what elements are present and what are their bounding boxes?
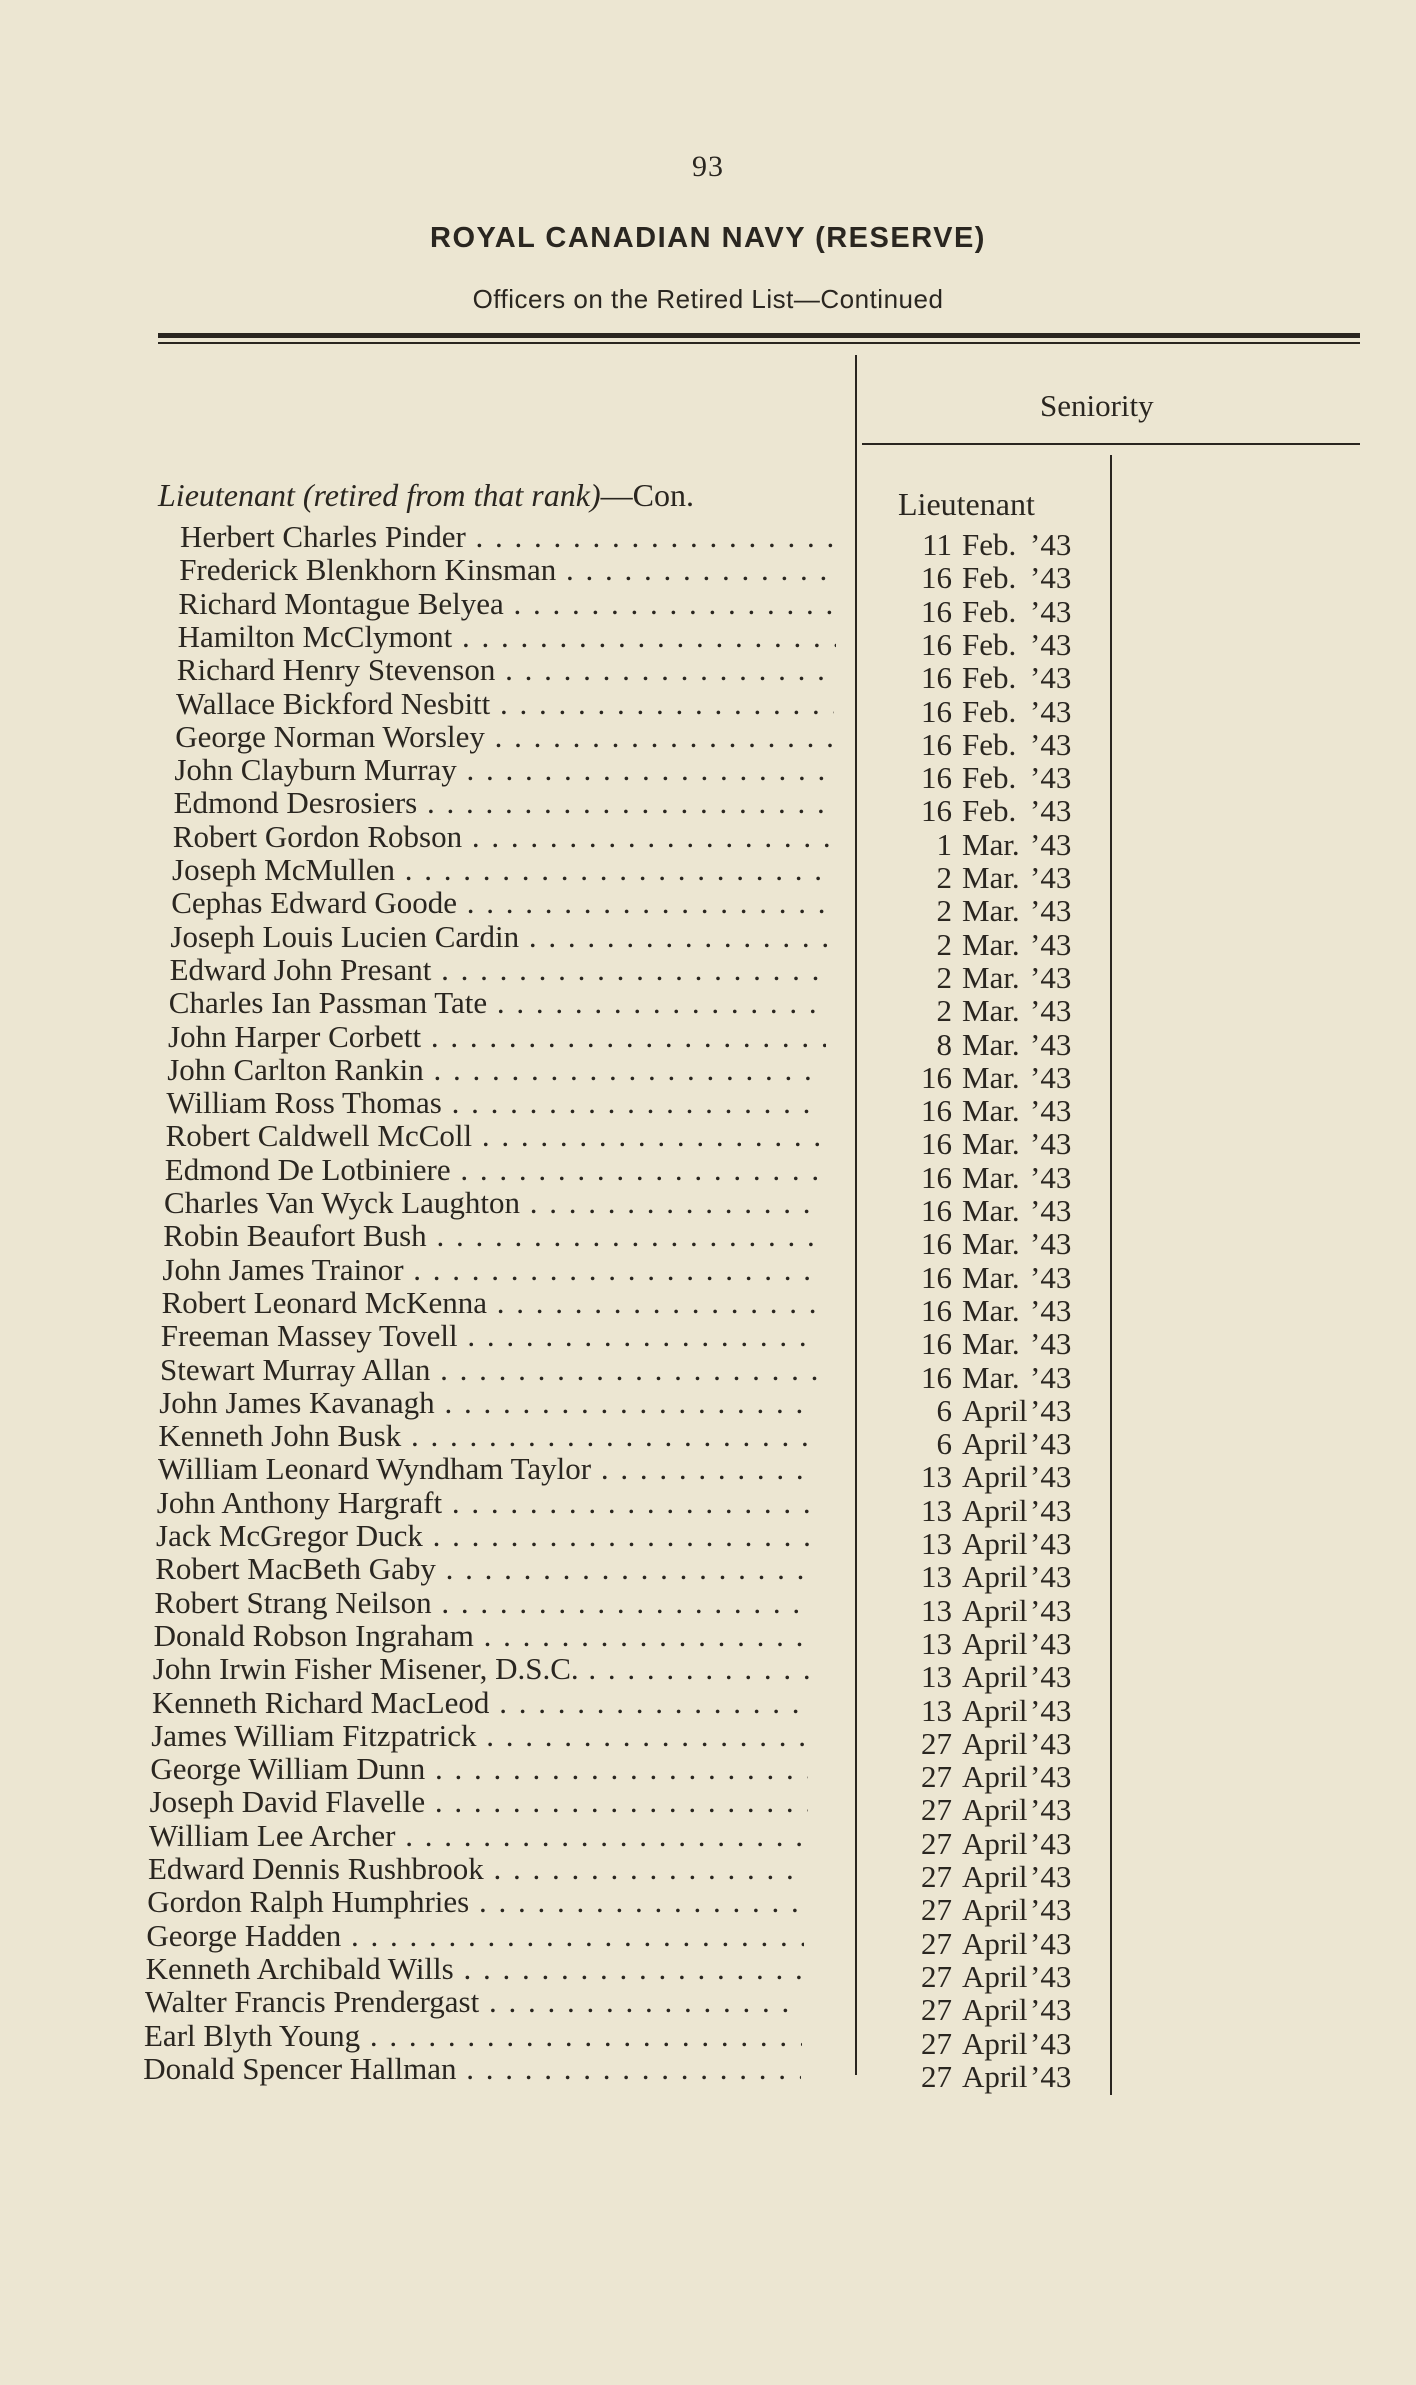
seniority-month: Feb. xyxy=(962,593,1017,629)
seniority-month: Mar. xyxy=(962,926,1020,962)
seniority-year: ’43 xyxy=(1030,1992,1072,2028)
officer-name: John Clayburn Murray . . . xyxy=(174,753,832,787)
officer-row xyxy=(0,1752,1416,1795)
seniority-year: ’43 xyxy=(1030,1492,1072,1528)
seniority-day: 16 xyxy=(921,626,952,662)
seniority-day: 27 xyxy=(921,2025,952,2061)
seniority-day: 16 xyxy=(921,1259,952,1295)
officer-row xyxy=(0,986,1416,1029)
seniority-year: ’43 xyxy=(1030,1526,1072,1561)
seniority-year: ’43 xyxy=(1030,1692,1072,1728)
officer-name: John Carlton Rankin . . . xyxy=(167,1053,825,1087)
officer-name: Gordon Ralph Humphries . . . xyxy=(147,1885,805,1919)
seniority-year: ’43 xyxy=(1030,760,1072,796)
seniority-day: 16 xyxy=(921,1326,952,1362)
officer-name: Cephas Edward Goode . . . xyxy=(171,886,829,920)
seniority-month: April xyxy=(962,1559,1028,1595)
officer-name: Joseph David Flavelle . . . xyxy=(150,1785,808,1819)
officer-name: Charles Ian Passman Tate . . . xyxy=(169,986,827,1020)
seniority-day: 16 xyxy=(921,1159,952,1195)
seniority-year: ’43 xyxy=(1030,1326,1072,1362)
officer-name: William Ross Thomas . . . xyxy=(166,1086,824,1120)
seniority-day: 2 xyxy=(936,860,952,895)
seniority-day: 13 xyxy=(921,1659,952,1695)
section-heading-rank: Lieutenant (retired from that rank) xyxy=(158,477,601,513)
officer-row xyxy=(0,1485,1416,1528)
seniority-year: ’43 xyxy=(1030,1958,1072,1994)
page-subtitle: Officers on the Retired List—Continued xyxy=(472,284,944,314)
officer-row xyxy=(0,919,1416,962)
seniority-day: 27 xyxy=(921,1792,952,1828)
officer-name: Richard Henry Stevenson . . . xyxy=(177,653,835,687)
seniority-month: April xyxy=(962,1792,1028,1828)
officer-row xyxy=(0,1319,1416,1362)
officer-name: Robert Gordon Robson . . . xyxy=(173,820,831,854)
seniority-month: Mar. xyxy=(962,1292,1020,1328)
seniority-year: ’43 xyxy=(1030,593,1072,629)
seniority-day: 13 xyxy=(921,1692,952,1728)
seniority-year: ’43 xyxy=(1030,1159,1072,1195)
seniority-month: April xyxy=(962,1426,1028,1462)
seniority-year: ’43 xyxy=(1030,2025,1072,2061)
seniority-year: ’43 xyxy=(1030,560,1072,596)
officer-name: Edmond Desrosiers . . . xyxy=(174,786,832,820)
seniority-month: Mar. xyxy=(962,893,1020,929)
seniority-month: April xyxy=(962,1459,1028,1495)
seniority-month: Mar. xyxy=(962,1059,1020,1095)
officer-name: Richard Montague Belyea . . . xyxy=(178,587,836,621)
officer-row xyxy=(0,686,1416,729)
seniority-day: 8 xyxy=(936,1026,952,1062)
officer-name: Robin Beaufort Bush . . . xyxy=(163,1219,821,1253)
seniority-year: ’43 xyxy=(1030,1292,1072,1328)
seniority-day: 16 xyxy=(921,560,952,596)
seniority-day: 27 xyxy=(921,1992,952,2028)
officer-name: Stewart Murray Allan . . . xyxy=(160,1353,818,1387)
seniority-day: 13 xyxy=(921,1592,952,1628)
officer-row xyxy=(0,619,1416,662)
seniority-day: 16 xyxy=(921,1193,952,1228)
seniority-day: 16 xyxy=(921,1093,952,1129)
seniority-day: 27 xyxy=(921,1859,952,1894)
officer-row xyxy=(0,653,1416,696)
seniority-month: Mar. xyxy=(962,1226,1020,1262)
seniority-year: ’43 xyxy=(1030,1925,1072,1961)
seniority-day: 27 xyxy=(921,1759,952,1795)
officer-name: Edmond De Lotbiniere . . . xyxy=(165,1153,823,1187)
seniority-year: ’43 xyxy=(1030,693,1072,729)
officer-name: Walter Francis Prendergast . . . xyxy=(145,1985,803,2019)
officer-row xyxy=(0,1552,1416,1595)
seniority-year: ’43 xyxy=(1030,1659,1072,1695)
officer-name: Kenneth Richard MacLeod . . . xyxy=(152,1686,810,1720)
officer-name: Wallace Bickford Nesbitt . . . xyxy=(176,687,834,721)
officer-row xyxy=(0,1452,1416,1495)
seniority-day: 13 xyxy=(921,1625,952,1661)
officer-row xyxy=(0,853,1416,895)
seniority-day: 13 xyxy=(921,1492,952,1528)
officer-row xyxy=(0,1985,1416,2028)
seniority-month: Feb. xyxy=(962,527,1017,562)
officer-name: John Irwin Fisher Misener, D.S.C. . . . xyxy=(153,1652,811,1686)
seniority-day: 11 xyxy=(922,527,952,562)
seniority-month: April xyxy=(962,1958,1028,1994)
seniority-year: ’43 xyxy=(1030,626,1072,662)
officer-row xyxy=(0,819,1416,862)
seniority-year: ’43 xyxy=(1030,1825,1072,1861)
officer-name: Joseph Louis Lucien Cardin . . . xyxy=(170,920,828,954)
officer-row xyxy=(0,1385,1416,1428)
officer-name: Edward Dennis Rushbrook . . . xyxy=(148,1852,806,1886)
seniority-month: Feb. xyxy=(962,660,1017,696)
officer-name: Herbert Charles Pinder . . . xyxy=(180,520,838,554)
officer-name: Donald Spencer Hallman . . . xyxy=(143,2052,801,2086)
seniority-day: 2 xyxy=(936,993,952,1029)
officer-name: John Harper Corbett . . . xyxy=(168,1020,826,1054)
officer-name: Hamilton McClymont . . . xyxy=(178,620,836,654)
officer-row xyxy=(0,1519,1416,1561)
seniority-year: ’43 xyxy=(1030,1859,1072,1894)
officer-row xyxy=(0,886,1416,929)
officer-row xyxy=(0,1951,1416,1994)
seniority-month: April xyxy=(962,1625,1028,1661)
seniority-year: ’43 xyxy=(1030,1059,1072,1095)
seniority-year: ’43 xyxy=(1030,1759,1072,1795)
officer-row xyxy=(0,2051,1416,2094)
officer-row xyxy=(0,1352,1416,1395)
officer-row xyxy=(0,1019,1416,1062)
seniority-month: Feb. xyxy=(962,626,1017,662)
officer-name: Robert MacBeth Gaby . . . xyxy=(155,1552,813,1586)
seniority-year: ’43 xyxy=(1030,926,1072,962)
officer-row xyxy=(0,520,1416,562)
seniority-day: 27 xyxy=(921,2058,952,2094)
officer-row xyxy=(0,586,1416,629)
seniority-year: ’43 xyxy=(1030,1892,1072,1928)
seniority-year: ’43 xyxy=(1030,1359,1072,1395)
officer-row xyxy=(0,719,1416,762)
seniority-month: Mar. xyxy=(962,1359,1020,1395)
officer-row xyxy=(0,1652,1416,1695)
seniority-year: ’43 xyxy=(1030,1093,1072,1129)
seniority-month: April xyxy=(962,2025,1028,2061)
seniority-year: ’43 xyxy=(1030,1259,1072,1295)
seniority-year: ’43 xyxy=(1030,1559,1072,1595)
seniority-header-rule xyxy=(862,443,1360,445)
seniority-month: Feb. xyxy=(962,793,1017,829)
section-heading xyxy=(158,477,694,514)
seniority-day: 13 xyxy=(921,1559,952,1595)
officer-row xyxy=(0,1918,1416,1961)
officer-name: Joseph McMullen . . . xyxy=(172,853,830,887)
officer-row xyxy=(0,1818,1416,1861)
seniority-year: ’43 xyxy=(1030,893,1072,929)
seniority-year: ’43 xyxy=(1030,2058,1072,2094)
seniority-day: 16 xyxy=(921,693,952,729)
officer-name: Robert Leonard McKenna . . . xyxy=(162,1286,820,1320)
seniority-month: Mar. xyxy=(962,993,1020,1029)
officer-row xyxy=(0,1585,1416,1628)
officer-row xyxy=(0,1252,1416,1295)
seniority-month: Mar. xyxy=(962,1093,1020,1129)
officer-row xyxy=(0,786,1416,829)
officer-row xyxy=(0,1219,1416,1262)
seniority-day: 16 xyxy=(921,1359,952,1395)
officer-name: John Anthony Hargraft . . . xyxy=(157,1486,815,1520)
seniority-month: Feb. xyxy=(962,560,1017,596)
seniority-month: April xyxy=(962,1692,1028,1728)
seniority-year: ’43 xyxy=(1030,1792,1072,1828)
seniority-day: 1 xyxy=(936,826,952,862)
seniority-year: ’43 xyxy=(1030,993,1072,1029)
officer-name: George Norman Worsley . . . xyxy=(175,720,833,754)
officer-row xyxy=(0,1685,1416,1728)
officer-row xyxy=(0,1785,1416,1828)
seniority-month: April xyxy=(962,1725,1028,1761)
officer-name: John James Kavanagh . . . xyxy=(159,1386,817,1420)
seniority-day: 27 xyxy=(921,1925,952,1961)
officer-name: Robert Caldwell McColl . . . xyxy=(166,1119,824,1153)
officer-name: William Lee Archer . . . xyxy=(149,1819,807,1853)
officer-name: Kenneth John Busk . . . xyxy=(158,1419,816,1453)
seniority-month: April xyxy=(962,1992,1028,2028)
seniority-month: April xyxy=(962,1592,1028,1628)
seniority-month: April xyxy=(962,1492,1028,1528)
seniority-month: April xyxy=(962,1925,1028,1961)
officer-name: Robert Strang Neilson . . . xyxy=(154,1586,812,1620)
officer-row xyxy=(0,1152,1416,1195)
seniority-day: 16 xyxy=(921,1226,952,1262)
seniority-month: Mar. xyxy=(962,959,1020,995)
section-heading-suffix: —Con. xyxy=(600,477,694,513)
officer-row xyxy=(0,1052,1416,1095)
seniority-day: 27 xyxy=(921,1825,952,1861)
officer-row xyxy=(0,753,1416,796)
seniority-day: 2 xyxy=(936,959,952,995)
seniority-year: ’43 xyxy=(1030,826,1072,862)
officer-row xyxy=(0,1852,1416,1894)
officer-name: Edward John Presant . . . xyxy=(170,953,828,987)
seniority-month: Mar. xyxy=(962,1259,1020,1295)
seniority-year: ’43 xyxy=(1030,1392,1072,1428)
seniority-month: Mar. xyxy=(962,826,1020,862)
officer-row xyxy=(0,1718,1416,1761)
page-title: ROYAL CANADIAN NAVY (RESERVE) xyxy=(430,222,986,254)
seniority-rank-label: Lieutenant xyxy=(898,486,1035,522)
seniority-month: Feb. xyxy=(962,693,1017,729)
seniority-day: 2 xyxy=(936,926,952,962)
seniority-month: Mar. xyxy=(962,1126,1020,1162)
seniority-year: ’43 xyxy=(1030,959,1072,995)
officer-name: Donald Robson Ingraham . . . xyxy=(154,1619,812,1653)
officer-name: Freeman Massey Tovell . . . xyxy=(161,1319,819,1353)
officer-name: George William Dunn . . . xyxy=(150,1752,808,1786)
seniority-month: Mar. xyxy=(962,1326,1020,1362)
officer-row xyxy=(0,1186,1416,1228)
seniority-month: April xyxy=(962,1526,1028,1561)
seniority-year: ’43 xyxy=(1030,1193,1072,1228)
officer-row xyxy=(0,1419,1416,1462)
officer-name: George Hadden . . . xyxy=(146,1919,804,1953)
seniority-year: ’43 xyxy=(1030,1592,1072,1628)
seniority-month: April xyxy=(962,1759,1028,1795)
seniority-year: ’43 xyxy=(1030,527,1072,562)
seniority-year: ’43 xyxy=(1030,793,1072,829)
seniority-day: 2 xyxy=(936,893,952,929)
seniority-year: ’43 xyxy=(1030,1725,1072,1761)
seniority-day: 13 xyxy=(921,1459,952,1495)
officer-row xyxy=(0,1618,1416,1661)
seniority-column-header: Seniority xyxy=(1040,388,1154,423)
seniority-day: 6 xyxy=(936,1392,952,1428)
officer-row xyxy=(0,952,1416,995)
seniority-month: April xyxy=(962,1892,1028,1928)
seniority-month: Mar. xyxy=(962,1193,1020,1228)
officer-row xyxy=(0,1086,1416,1129)
seniority-year: ’43 xyxy=(1030,1026,1072,1062)
seniority-day: 27 xyxy=(921,1958,952,1994)
page-number: 93 xyxy=(692,150,724,183)
officer-name: Charles Van Wyck Laughton . . . xyxy=(164,1186,822,1220)
seniority-year: ’43 xyxy=(1030,1625,1072,1661)
seniority-day: 16 xyxy=(921,726,952,762)
seniority-day: 16 xyxy=(921,760,952,796)
seniority-year: ’43 xyxy=(1030,660,1072,696)
seniority-year: ’43 xyxy=(1030,1126,1072,1162)
seniority-year: ’43 xyxy=(1030,1226,1072,1262)
seniority-day: 16 xyxy=(921,593,952,629)
officer-row xyxy=(0,553,1416,596)
officer-name: James William Fitzpatrick . . . xyxy=(151,1719,809,1753)
officer-name: Frederick Blenkhorn Kinsman . . . xyxy=(179,553,837,587)
seniority-year: ’43 xyxy=(1030,1426,1072,1462)
seniority-month: Mar. xyxy=(962,1159,1020,1195)
officer-name: Jack McGregor Duck . . . xyxy=(156,1519,814,1553)
officer-name: John James Trainor . . . xyxy=(162,1253,820,1287)
seniority-month: Feb. xyxy=(962,726,1017,762)
header-rule-thin xyxy=(158,342,1360,344)
seniority-day: 16 xyxy=(921,660,952,696)
officer-row xyxy=(0,1119,1416,1162)
seniority-day: 6 xyxy=(936,1426,952,1462)
seniority-month: April xyxy=(962,1825,1028,1861)
seniority-day: 27 xyxy=(921,1892,952,1928)
seniority-month: April xyxy=(962,1392,1028,1428)
seniority-month: Feb. xyxy=(962,760,1017,796)
officer-row xyxy=(0,1885,1416,1928)
seniority-month: Mar. xyxy=(962,1026,1020,1062)
seniority-day: 16 xyxy=(921,1059,952,1095)
seniority-month: April xyxy=(962,2058,1028,2094)
seniority-day: 16 xyxy=(921,793,952,829)
seniority-day: 27 xyxy=(921,1725,952,1761)
officer-row xyxy=(0,2018,1416,2061)
officer-name: Kenneth Archibald Wills . . . xyxy=(146,1952,804,1986)
seniority-year: ’43 xyxy=(1030,1459,1072,1495)
header-rule-thick xyxy=(158,333,1360,338)
seniority-day: 16 xyxy=(921,1292,952,1328)
seniority-day: 16 xyxy=(921,1126,952,1162)
seniority-year: ’43 xyxy=(1030,726,1072,762)
seniority-month: Mar. xyxy=(962,860,1020,895)
officer-name: William Leonard Wyndham Taylor . . . xyxy=(158,1452,816,1486)
officer-name: Earl Blyth Young . . . xyxy=(144,2019,802,2053)
seniority-day: 13 xyxy=(921,1526,952,1561)
seniority-year: ’43 xyxy=(1030,860,1072,895)
seniority-month: April xyxy=(962,1659,1028,1695)
seniority-month: April xyxy=(962,1859,1028,1894)
officer-row xyxy=(0,1285,1416,1328)
